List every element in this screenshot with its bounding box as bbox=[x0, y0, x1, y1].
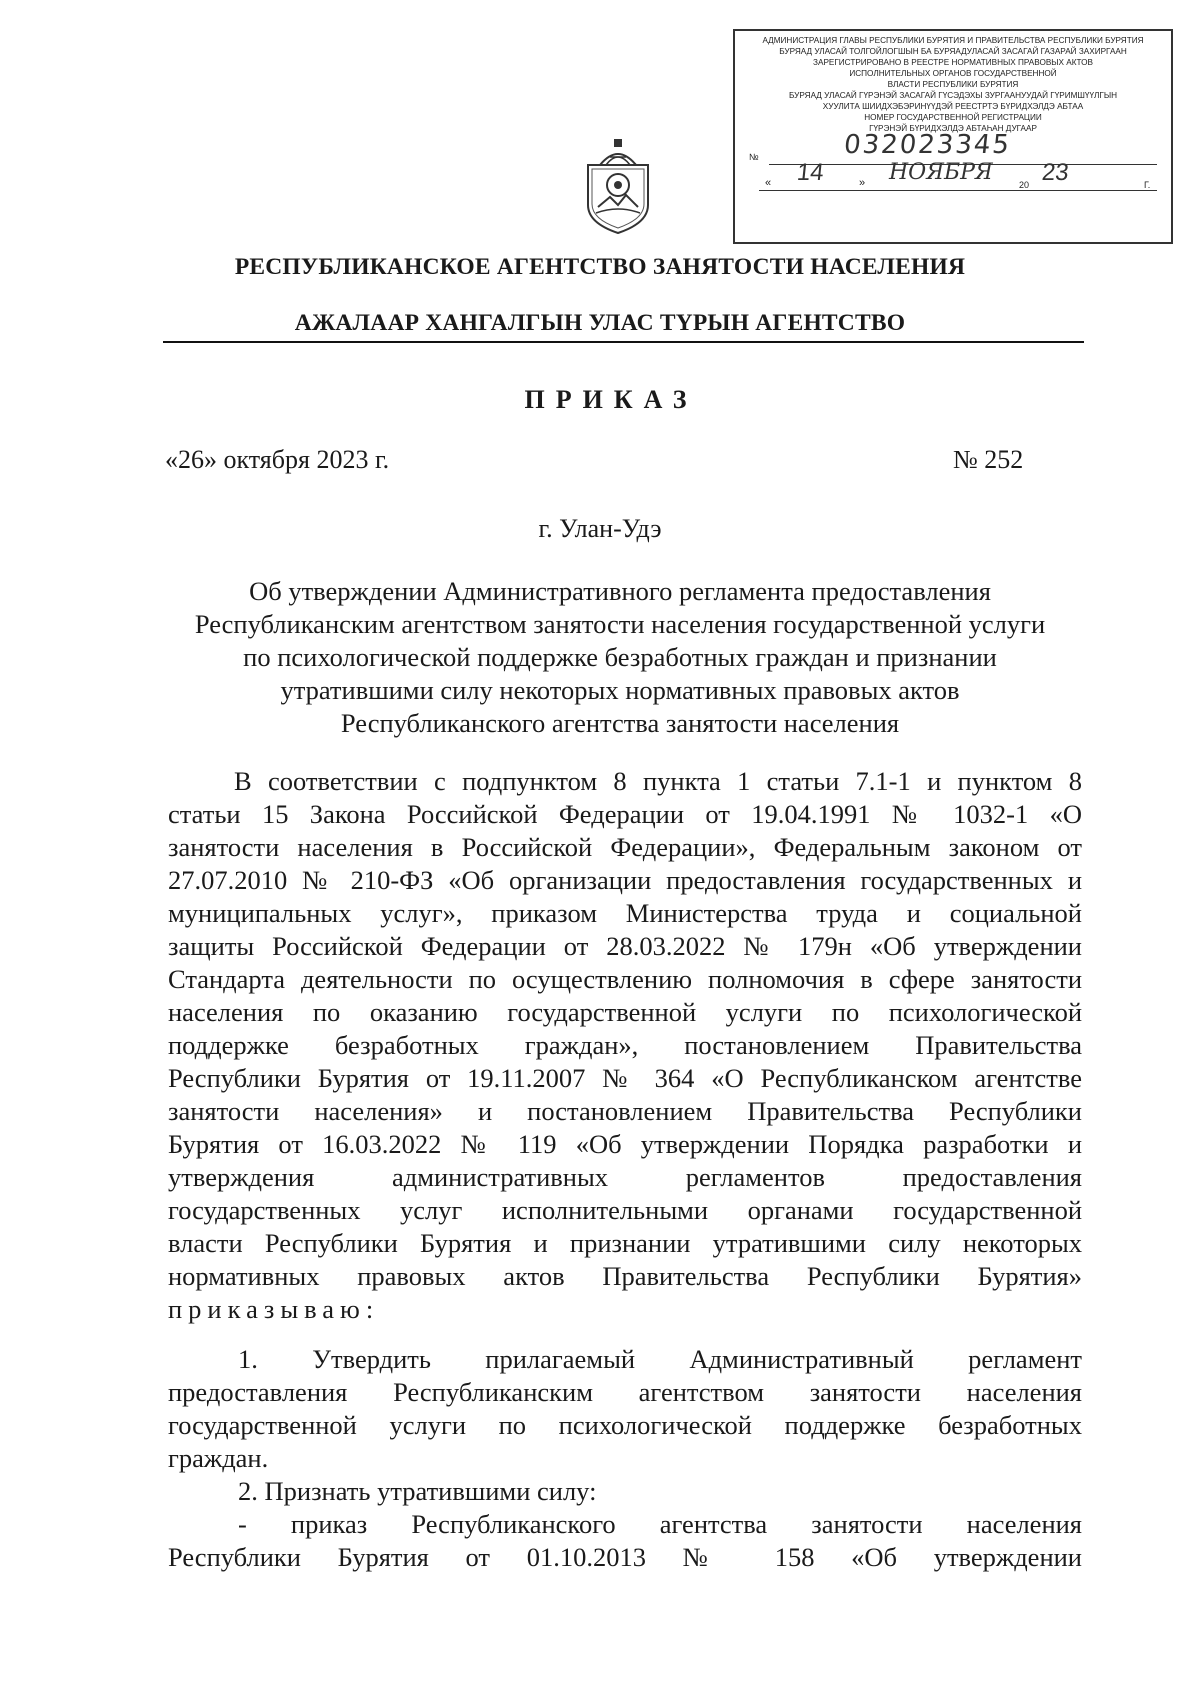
coat-of-arms-icon bbox=[580, 135, 656, 235]
paragraph-line: Республики Бурятия от 01.10.2013 № 158 «Об утверждении bbox=[168, 1542, 1082, 1572]
paragraph-line: населения по оказанию государственной услуги по психологической bbox=[168, 997, 1082, 1027]
title-line: Республиканским агентством занятости населения государственной услуги bbox=[194, 609, 1046, 639]
registration-day: 14 bbox=[795, 159, 826, 186]
stamp-line: ЗАРЕГИСТРИРОВАНО В РЕЕСТРЕ НОРМАТИВНЫХ ПРАВОВЫХ АКТОВ bbox=[813, 58, 1093, 67]
order-number: № 252 bbox=[953, 445, 1024, 474]
stamp-line: ВЛАСТИ РЕСПУБЛИКИ БУРЯТИЯ bbox=[887, 80, 1019, 89]
paragraph-line: Бурятия от 16.03.2022 № 119 «Об утверждении Порядка разработки и bbox=[168, 1129, 1082, 1159]
stamp-line: ИСПОЛНИТЕЛЬНЫХ ОРГАНОВ ГОСУДАРСТВЕННОЙ bbox=[849, 69, 1057, 78]
stamp-date-row: « 14 » НОЯБРЯ 20 23 Г. bbox=[739, 166, 1167, 196]
stamp-line: АДМИНИСТРАЦИЯ ГЛАВЫ РЕСПУБЛИКИ БУРЯТИЯ И ПРАВИТЕЛЬСТВА РЕСПУБЛИКИ БУРЯТИЯ bbox=[762, 36, 1144, 45]
paragraph-line: статьи 15 Закона Российской Федерации от 19.04.1991 № 1032-1 «О bbox=[168, 799, 1082, 829]
paragraph-line: 2. Признать утратившими силу: bbox=[238, 1476, 597, 1506]
order-word: приказываю: bbox=[168, 1294, 380, 1324]
registration-year: 23 bbox=[1040, 159, 1071, 186]
stamp-line: БУРЯАД УЛАСАЙ ГҮРЭНЭЙ ЗАСАГАЙ ГҮСЭДЭХЫ ЗУРГААНУУДАЙ ГҮРИМШҮҮЛГЫН bbox=[788, 91, 1117, 100]
paragraph-line: - приказ Республиканского агентства занятости населения bbox=[238, 1509, 1082, 1539]
paragraph-line: защиты Российской Федерации от 28.03.2022 № 179н «Об утверждении bbox=[168, 931, 1082, 961]
paragraph-line: занятости населения в Российской Федерации», Федеральным законом от bbox=[168, 832, 1082, 862]
paragraph-line: власти Республики Бурятия и признании утратившими силу некоторых bbox=[168, 1228, 1082, 1258]
order-title bbox=[155, 575, 1085, 740]
paragraph-line: утверждения административных регламентов предоставления bbox=[168, 1162, 1082, 1192]
agency-name-buryat: АЖАЛААР ХАНГАЛГЫН УЛАС ТҮРЫН АГЕНТСТВО bbox=[294, 310, 906, 336]
registration-century: 20 bbox=[1019, 180, 1030, 190]
document-type: ПРИКАЗ bbox=[524, 385, 698, 414]
registration-stamp bbox=[733, 29, 1173, 244]
registration-year-suffix: Г. bbox=[1144, 180, 1151, 190]
title-line: утратившими силу некоторых нормативных правовых актов bbox=[280, 675, 960, 705]
header-divider bbox=[163, 341, 1084, 343]
stamp-line: НОМЕР ГОСУДАРСТВЕННОЙ РЕГИСТРАЦИИ bbox=[864, 113, 1042, 122]
paragraph-line: граждан. bbox=[168, 1443, 269, 1473]
paragraph-line: государственных услуг исполнительными органами государственной bbox=[168, 1195, 1082, 1225]
order-city: г. Улан-Удэ bbox=[538, 514, 662, 543]
registration-number: 032023345 bbox=[842, 130, 1013, 160]
paragraph-line: В соответствии с подпунктом 8 пункта 1 статьи 7.1-1 и пунктом 8 bbox=[234, 766, 1082, 796]
stamp-line: ГҮРЭНЭЙ БҮРИДХЭЛДЭ АБТАҺАН ДУГААР bbox=[869, 124, 1037, 133]
title-line: по психологической поддержке безработных граждан и признании bbox=[243, 642, 997, 672]
paragraph-line: 27.07.2010 № 210-ФЗ «Об организации предоставления государственных и bbox=[168, 865, 1082, 895]
order-date: «26» октября 2023 г. bbox=[165, 445, 390, 474]
paragraph-line: предоставления Республиканским агентством занятости населения bbox=[168, 1377, 1082, 1407]
paragraph-line: муниципальных услуг», приказом Министерства труда и социальной bbox=[168, 898, 1082, 928]
paragraph-line: Стандарта деятельности по осуществлению полномочия в сфере занятости bbox=[168, 964, 1082, 994]
title-line: Об утверждении Административного регламента предоставления bbox=[249, 576, 991, 606]
paragraph-line: государственной услуги по психологической поддержке безработных bbox=[168, 1410, 1082, 1440]
paragraph-line: нормативных правовых актов Правительства Республики Бурятия» bbox=[168, 1261, 1082, 1291]
paragraph-line: 1. Утвердить прилагаемый Административный регламент bbox=[238, 1344, 1082, 1374]
order-items bbox=[168, 1343, 1082, 1574]
stamp-line: ХУУЛИТА ШИИДХЭБЭРИНҮҮДЭЙ РЕЕСТРТЭ БҮРИДХЭЛДЭ АБТАА bbox=[822, 102, 1084, 111]
paragraph-line: поддержке безработных граждан», постановлением Правительства bbox=[168, 1030, 1082, 1060]
registration-month: НОЯБРЯ bbox=[889, 160, 993, 185]
stamp-line: БУРЯАД УЛАСАЙ ТОЛГОЙЛОГШЫН БА БУРЯАДУЛАСАЙ ЗАСАГАЙ ГАЗАРАЙ ЗАХИРГААН bbox=[779, 47, 1127, 56]
agency-name-russian: РЕСПУБЛИКАНСКОЕ АГЕНТСТВО ЗАНЯТОСТИ НАСЕЛЕНИЯ bbox=[234, 254, 966, 280]
paragraph-line: занятости населения» и постановлением Правительства Республики bbox=[168, 1096, 1082, 1126]
basis-paragraph bbox=[168, 765, 1082, 1326]
stamp-number-label: № bbox=[749, 152, 759, 162]
paragraph-line: Республики Бурятия от 19.11.2007 № 364 «О Республиканском агентстве bbox=[168, 1063, 1082, 1093]
title-line: Республиканского агентства занятости населения bbox=[340, 708, 900, 738]
